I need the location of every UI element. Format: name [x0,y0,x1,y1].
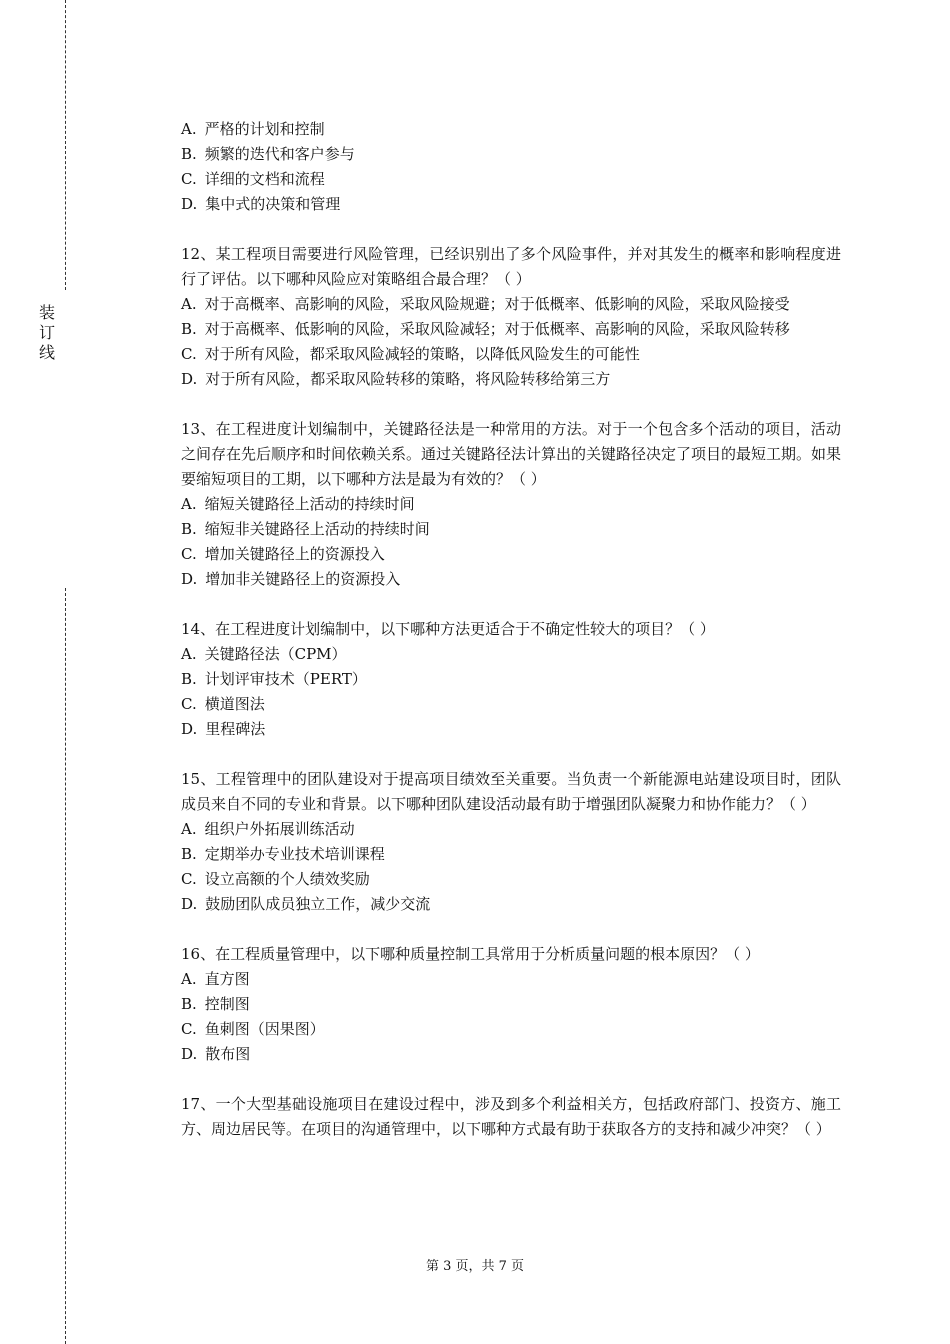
question-block [181,767,841,917]
option-text: 对于所有风险，都采取风险转移的策略，将风险转移给第三方 [205,370,611,388]
binding-line-bottom [65,588,66,1344]
answer-option [181,517,841,542]
option-letter: D. [181,720,198,738]
option-text: 对于高概率、高影响的风险，采取风险规避；对于低概率、低影响的风险，采取风险接受 [204,295,790,313]
answer-option [181,642,841,667]
option-letter: D. [181,1045,198,1063]
answer-option [181,1042,841,1067]
binding-label [37,303,57,363]
option-text: 组织户外拓展训练活动 [204,820,355,838]
option-text: 计划评审技术（PERT） [204,670,367,688]
option-letter: C. [181,1020,197,1038]
option-text: 设立高额的个人绩效奖励 [204,870,370,888]
option-letter: B. [181,995,197,1013]
option-text: 缩短关键路径上活动的持续时间 [204,495,415,513]
answer-option [181,542,841,567]
question-list [181,117,841,1167]
answer-option [181,892,841,917]
binding-char: 装 [38,303,55,322]
answer-option [181,117,841,142]
option-text: 鱼刺图（因果图） [204,1020,325,1038]
option-letter: A. [181,495,197,513]
option-letter: A. [181,120,197,138]
option-letter: D. [181,195,198,213]
option-text: 增加关键路径上的资源投入 [204,545,385,563]
option-text: 对于高概率、低影响的风险，采取风险减轻；对于低概率、高影响的风险，采取风险转移 [204,320,790,338]
answer-option [181,492,841,517]
option-letter: B. [181,520,197,538]
answer-option [181,342,841,367]
option-text: 严格的计划和控制 [204,120,325,138]
option-letter: A. [181,970,197,988]
option-text: 直方图 [204,970,250,988]
option-text: 缩短非关键路径上活动的持续时间 [204,520,430,538]
option-letter: C. [181,170,197,188]
option-text: 散布图 [205,1045,251,1063]
answer-option [181,992,841,1017]
option-text: 横道图法 [204,695,265,713]
answer-option [181,667,841,692]
option-text: 定期举办专业技术培训课程 [204,845,385,863]
answer-option [181,817,841,842]
question-block [181,417,841,592]
option-letter: A. [181,820,197,838]
question-block [181,1092,841,1142]
answer-option [181,142,841,167]
option-text: 频繁的迭代和客户参与 [204,145,355,163]
option-text: 控制图 [204,995,250,1013]
option-text: 详细的文档和流程 [204,170,325,188]
answer-option [181,292,841,317]
option-text: 里程碑法 [205,720,266,738]
answer-option [181,192,841,217]
answer-option [181,1017,841,1042]
binding-char: 线 [38,343,55,362]
question-block [181,242,841,392]
question-stem: 12、某工程项目需要进行风险管理，已经识别出了多个风险事件，并对其发生的概率和影响程度进行了评估。以下哪种风险应对策略组合最合理？（ ） [181,245,841,288]
option-text: 集中式的决策和管理 [205,195,341,213]
option-letter: D. [181,570,198,588]
question-stem: 17、一个大型基础设施项目在建设过程中，涉及到多个利益相关方，包括政府部门、投资方、施工方、周边居民等。在项目的沟通管理中，以下哪种方式最有助于获取各方的支持和减少冲突？（ ） [181,1095,841,1138]
option-text: 对于所有风险，都采取风险减轻的策略，以降低风险发生的可能性 [204,345,640,363]
answer-option [181,717,841,742]
question-stem: 15、工程管理中的团队建设对于提高项目绩效至关重要。当负责一个新能源电站建设项目时，团队成员来自不同的专业和背景。以下哪种团队建设活动最有助于增强团队凝聚力和协作能力？（ ） [181,770,841,813]
option-letter: C. [181,870,197,888]
option-letter: B. [181,320,197,338]
question-stem: 16、在工程质量管理中，以下哪种质量控制工具常用于分析质量问题的根本原因？（ ） [181,945,760,963]
answer-option [181,967,841,992]
page-footer [0,1257,950,1277]
binding-char: 订 [38,323,55,342]
option-letter: B. [181,670,197,688]
option-text: 关键路径法（CPM） [204,645,347,663]
answer-option [181,567,841,592]
option-letter: C. [181,545,197,563]
option-letter: A. [181,295,197,313]
page-number: 第 3 页，共 7 页 [425,1259,525,1274]
answer-option [181,842,841,867]
question-block [181,617,841,742]
option-letter: A. [181,645,197,663]
option-letter: D. [181,895,198,913]
option-text: 增加非关键路径上的资源投入 [205,570,401,588]
answer-option [181,167,841,192]
question-stem: 13、在工程进度计划编制中，关键路径法是一种常用的方法。对于一个包含多个活动的项目，活动之间存在先后顺序和时间依赖关系。通过关键路径法计算出的关键路径决定了项目的最短工期。如果要缩短项目的工期，以下哪种方法是最为有效的？（ ） [181,420,842,488]
answer-option [181,692,841,717]
option-letter: C. [181,695,197,713]
option-letter: D. [181,370,198,388]
answer-option [181,867,841,892]
question-block [181,117,841,217]
question-stem: 14、在工程进度计划编制中，以下哪种方法更适合于不确定性较大的项目？（ ） [181,620,715,638]
option-letter: B. [181,845,197,863]
option-text: 鼓励团队成员独立工作，减少交流 [205,895,431,913]
option-letter: B. [181,145,197,163]
binding-line-top [65,0,66,290]
option-letter: C. [181,345,197,363]
question-block [181,942,841,1067]
answer-option [181,367,841,392]
answer-option [181,317,841,342]
